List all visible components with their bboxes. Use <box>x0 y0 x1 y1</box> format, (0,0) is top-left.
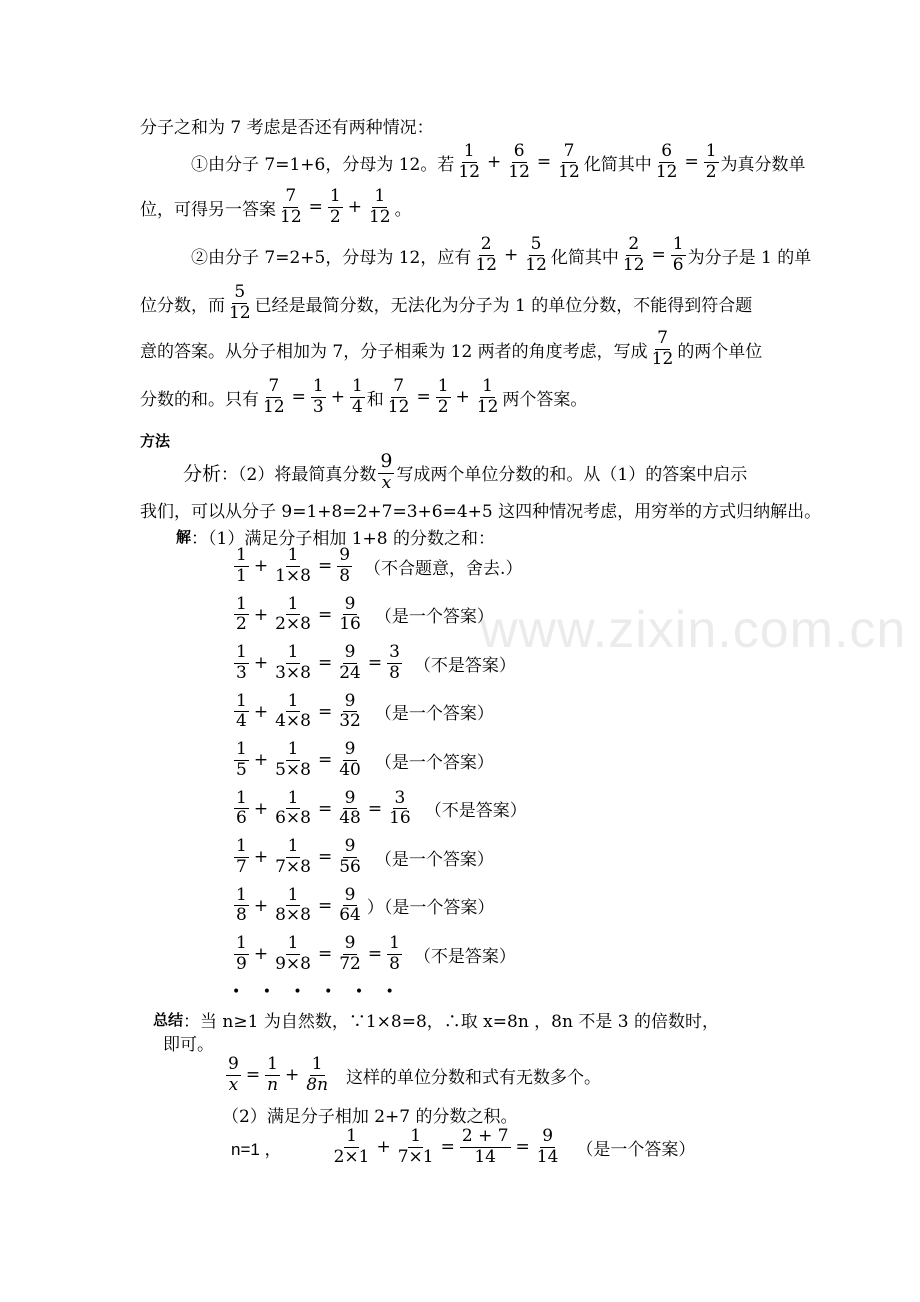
intro-line: 分子之和为 7 考虑是否还有两种情况： <box>140 118 434 138</box>
fraction: $\frac{9}{x}$ <box>228 1054 239 1095</box>
case2-line3: 意的答案。从分子相加为 7，分子相乘为 12 两者的角度考虑，写成 $\frac{7}{12}$ 的两个单位 <box>140 328 763 369</box>
row-note: ）（是一个答案） <box>366 898 495 919</box>
fraction: $\frac{9}{64}$ <box>339 884 361 926</box>
row-note: （是一个答案） <box>374 607 494 628</box>
fraction: $\frac{1}{5\times 8}$ <box>275 739 311 780</box>
fraction: $\frac{5}{12}$ <box>525 234 547 275</box>
fraction: $\frac{2 + 7}{14}$ <box>461 1126 509 1167</box>
fraction: $\frac{1}{3}$ <box>312 376 324 417</box>
summary-line1: 总结 ：当 n≥1 为自然数，∵1×8=8，∴取 x=8n ，8n 不是 3 的倍数时， <box>153 1011 719 1032</box>
fraction: $\frac{1}{n}$ <box>267 1054 279 1095</box>
row-note: （不合题意，舍去.） <box>364 558 523 579</box>
fraction: $\frac{7}{12}$ <box>263 376 285 417</box>
fraction: $\frac{1}{3\times 8}$ <box>275 642 311 683</box>
fraction: $\frac{1}{7\times 8}$ <box>275 836 311 877</box>
watermark: www.zixin.com.cn <box>480 601 907 659</box>
part2-heading: （2）满足分子相加 2+7 的分数之积。 <box>222 1107 518 1127</box>
fraction: $\frac{1}{12}$ <box>458 141 481 182</box>
fraction: $\frac{9}{56}$ <box>339 836 361 877</box>
solution-row: $\frac{1}{9}$ + $\frac{1}{9\times 8}$ = $\frac{9}{72}$ = $\frac{1}{8}$ （不是答案） <box>236 933 516 974</box>
fraction: $\frac{6}{12}$ <box>508 141 530 182</box>
fraction: $\frac{1}{6}$ <box>672 234 684 275</box>
fraction: $\frac{1}{8n}$ <box>306 1054 329 1095</box>
fraction: $\frac{9}{40}$ <box>339 739 361 780</box>
fraction: $\frac{9}{16}$ <box>339 593 361 635</box>
row-note: （不是答案） <box>413 946 516 967</box>
solution-row: $\frac{1}{8}$ + $\frac{1}{8\times 8}$ = $\frac{9}{64}$ ）（是一个答案） <box>236 884 495 926</box>
fraction: $\frac{3}{8}$ <box>389 642 400 683</box>
fraction: $\frac{2}{12}$ <box>622 234 645 275</box>
fraction: $\frac{9}{x}$ <box>380 450 393 493</box>
solution-row: $\frac{1}{5}$ + $\frac{1}{5\times 8}$ = $\frac{9}{40}$ （是一个答案） <box>236 739 494 780</box>
row-note: （是一个答案） <box>374 752 494 773</box>
fraction: $\frac{1}{2\times 8}$ <box>275 593 311 635</box>
solution-row: $\frac{1}{2}$ + $\frac{1}{2\times 8}$ = $\frac{9}{16}$ （是一个答案） <box>236 593 494 635</box>
fraction: $\frac{1}{7}$ <box>236 836 247 877</box>
case2-line2: 位分数，而 $\frac{5}{12}$ 已经是最简分数，无法化为分子为 1 的单位分数，不能得到符合题 <box>140 282 753 323</box>
analysis-line2: 我们，可以从分子 9=1+8=2+7=3+6=4+5 这四种情况考虑，用穷举的方式归纳解出。 <box>140 502 822 522</box>
case1-line2: 位，可得另一答案 $\frac{7}{12}$ = $\frac{1}{2}$ + $\frac{1}{12}$ 。 <box>140 186 412 227</box>
summary-line2: 即可。 <box>163 1035 214 1055</box>
solution-row: $\frac{1}{7}$ + $\frac{1}{7\times 8}$ = $\frac{9}{56}$ （是一个答案） <box>236 836 494 877</box>
row-note: （不是答案） <box>424 801 527 822</box>
fraction: $\frac{1}{2}$ <box>236 593 247 635</box>
fraction: $\frac{7}{12}$ <box>558 141 580 182</box>
fraction: $\frac{1}{2\times 1}$ <box>333 1126 370 1167</box>
fraction: $\frac{6}{12}$ <box>655 141 678 182</box>
fraction: $\frac{9}{72}$ <box>339 933 361 974</box>
fraction: $\frac{1}{1\times 8}$ <box>275 545 311 586</box>
fraction: $\frac{1}{9\times 8}$ <box>275 933 311 974</box>
fraction: $\frac{1}{12}$ <box>476 376 499 417</box>
fraction: $\frac{5}{12}$ <box>229 282 251 323</box>
fraction: $\frac{1}{8}$ <box>389 933 400 974</box>
row-note: （是一个答案） <box>374 849 494 870</box>
method-heading: 方法 <box>140 432 171 450</box>
fraction: $\frac{1}{2}$ <box>437 376 449 417</box>
fraction: $\frac{9}{48}$ <box>339 787 361 829</box>
fraction: $\frac{1}{5}$ <box>236 739 247 780</box>
fraction: $\frac{1}{4}$ <box>236 690 247 732</box>
fraction: $\frac{1}{6\times 8}$ <box>275 787 311 829</box>
fraction: $\frac{3}{16}$ <box>389 787 411 829</box>
case1-line1: ①由分子 7=1+6，分母为 12。若 $\frac{1}{12}$ + $\frac{6}{12}$ = $\frac{7}{12}$ 化简其中 $\frac{6}{12}$ = $\frac{1}{2}$ 为真分数单 <box>191 141 806 182</box>
row-note: （是一个答案） <box>374 704 494 725</box>
ellipsis-dots: • • • • • • <box>232 984 403 1000</box>
fraction: $\frac{1}{8\times 8}$ <box>275 884 311 926</box>
analysis-line1: 分析 ：（2）将最简真分数 $\frac{9}{x}$ 写成两个单位分数的和。从（1）的答案中启示 <box>183 450 748 493</box>
fraction: $\frac{9}{14}$ <box>536 1126 559 1167</box>
fraction: $\frac{1}{2}$ <box>329 186 341 227</box>
case2-line4: 分数的和。只有 $\frac{7}{12}$ = $\frac{1}{3}$ + $\frac{1}{4}$ 和 $\frac{7}{12}$ = $\frac{1}{2}$ + $\frac{1}{12}$ 两个答案。 <box>140 376 588 417</box>
fraction: $\frac{9}{8}$ <box>339 545 351 586</box>
case2-line1: ②由分子 7=2+5，分母为 12，应有 $\frac{2}{12}$ + $\frac{5}{12}$ 化简其中 $\frac{2}{12}$ = $\frac{1}{6}$ 为分子是 1 的单 <box>191 234 812 275</box>
general-formula: $\frac{9}{x}$ = $\frac{1}{n}$ + $\frac{1}{8n}$ 这样的单位分数和式有无数多个。 <box>228 1054 602 1095</box>
fraction: $\frac{9}{32}$ <box>339 690 361 732</box>
part2-n1: n=1 ， $\frac{1}{2\times 1}$ + $\frac{1}{7\times 1}$ = $\frac{2 + 7}{14}$ = $\frac{9}{14}$ （是一个答案） <box>231 1126 696 1167</box>
fraction: $\frac{1}{4\times 8}$ <box>275 690 311 732</box>
fraction: $\frac{7}{12}$ <box>651 328 674 369</box>
solution-row: $\frac{1}{6}$ + $\frac{1}{6\times 8}$ = $\frac{9}{48}$ = $\frac{3}{16}$ （不是答案） <box>236 787 527 829</box>
solution-row: $\frac{1}{4}$ + $\frac{1}{4\times 8}$ = $\frac{9}{32}$ （是一个答案） <box>236 690 494 732</box>
fraction: $\frac{1}{1}$ <box>236 545 247 586</box>
fraction: $\frac{1}{12}$ <box>368 186 391 227</box>
row-note: （不是答案） <box>413 655 516 676</box>
fraction: $\frac{1}{3}$ <box>236 642 247 683</box>
solution-row: $\frac{1}{3}$ + $\frac{1}{3\times 8}$ = $\frac{9}{24}$ = $\frac{3}{8}$ （不是答案） <box>236 642 516 683</box>
fraction: $\frac{1}{7\times 1}$ <box>397 1126 434 1167</box>
solution-heading: 解 ：（1）满足分子相加 1+8 的分数之和： <box>176 528 496 549</box>
fraction: $\frac{1}{6}$ <box>236 787 247 829</box>
fraction: $\frac{9}{24}$ <box>339 642 361 683</box>
fraction: $\frac{2}{12}$ <box>475 234 498 275</box>
fraction: $\frac{1}{8}$ <box>236 884 247 926</box>
fraction: $\frac{1}{4}$ <box>351 376 363 417</box>
fraction: $\frac{1}{2}$ <box>705 141 717 182</box>
fraction: $\frac{1}{9}$ <box>236 933 247 974</box>
fraction: $\frac{7}{12}$ <box>280 186 302 227</box>
solution-row: $\frac{1}{1}$ + $\frac{1}{1\times 8}$ = $\frac{9}{8}$ （不合题意，舍去.） <box>236 545 523 586</box>
fraction: $\frac{7}{12}$ <box>387 376 410 417</box>
